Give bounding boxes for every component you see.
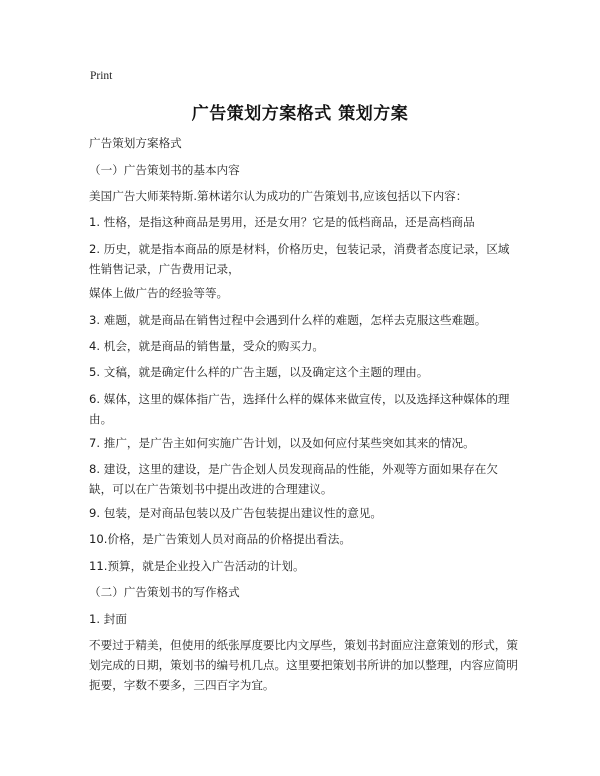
intro-paragraph: 美国广告大师莱特斯.第林诺尔认为成功的广告策划书,应该包括以下内容： — [89, 189, 468, 203]
subsection-heading: （一）广告策划书的基本内容 — [89, 163, 240, 177]
list-item: 6. 媒体，这里的媒体指广告，选择什么样的媒体来做宣传，以及选择这种媒体的理由。 — [89, 392, 510, 426]
list-item: 4. 机会，就是商品的销售量，受众的购买力。 — [89, 339, 325, 353]
list-item: 1. 性格，是指这种商品是男用，还是女用？它是的低档商品，还是高档商品 — [89, 215, 475, 229]
subsection-heading: （二）广告策划书的写作格式 — [89, 585, 240, 599]
list-item: 2. 历史，就是指本商品的原是材料，价格历史，包装记录，消费者态度记录，区域性销售记录，广告费用记录， — [89, 242, 510, 276]
print-label: Print — [90, 70, 113, 82]
list-item: 1. 封面 — [89, 612, 127, 626]
list-item: 11.预算，就是企业投入广告活动的计划。 — [89, 559, 305, 573]
list-item: 7. 推广，是广告主如何实施广告计划，以及如何应付某些突如其来的情况。 — [89, 436, 475, 450]
list-item: 10.价格，是广告策划人员对商品的价格提出看法。 — [89, 532, 351, 546]
body-paragraph: 不要过于精美，但使用的纸张厚度要比内文厚些，策划书封面应注意策划的形式，策划完成的日期，策划书的编号机几点。这里要把策划书所讲的加以整理，内容应简明扼要，字数不要多，三四百字为宜。 — [89, 638, 518, 692]
document-title: 广告策划方案格式 策划方案 — [191, 104, 409, 124]
list-item: 9. 包装，是对商品包装以及广告包装提出建议性的意见。 — [89, 506, 382, 520]
list-item: 8. 建设，这里的建设，是广告企划人员发现商品的性能，外观等方面如果存在欠缺，可以在广告策划书中提出改进的合理建议。 — [89, 462, 498, 496]
list-item-continued: 媒体上做广告的经验等等。 — [89, 286, 229, 300]
list-item: 5. 文稿，就是确定什么样的广告主题，以及确定这个主题的理由。 — [89, 365, 429, 379]
section-heading: 广告策划方案格式 — [89, 136, 182, 150]
list-item: 3. 难题，就是商品在销售过程中会遇到什么样的难题，怎样去克服这些难题。 — [89, 313, 487, 327]
